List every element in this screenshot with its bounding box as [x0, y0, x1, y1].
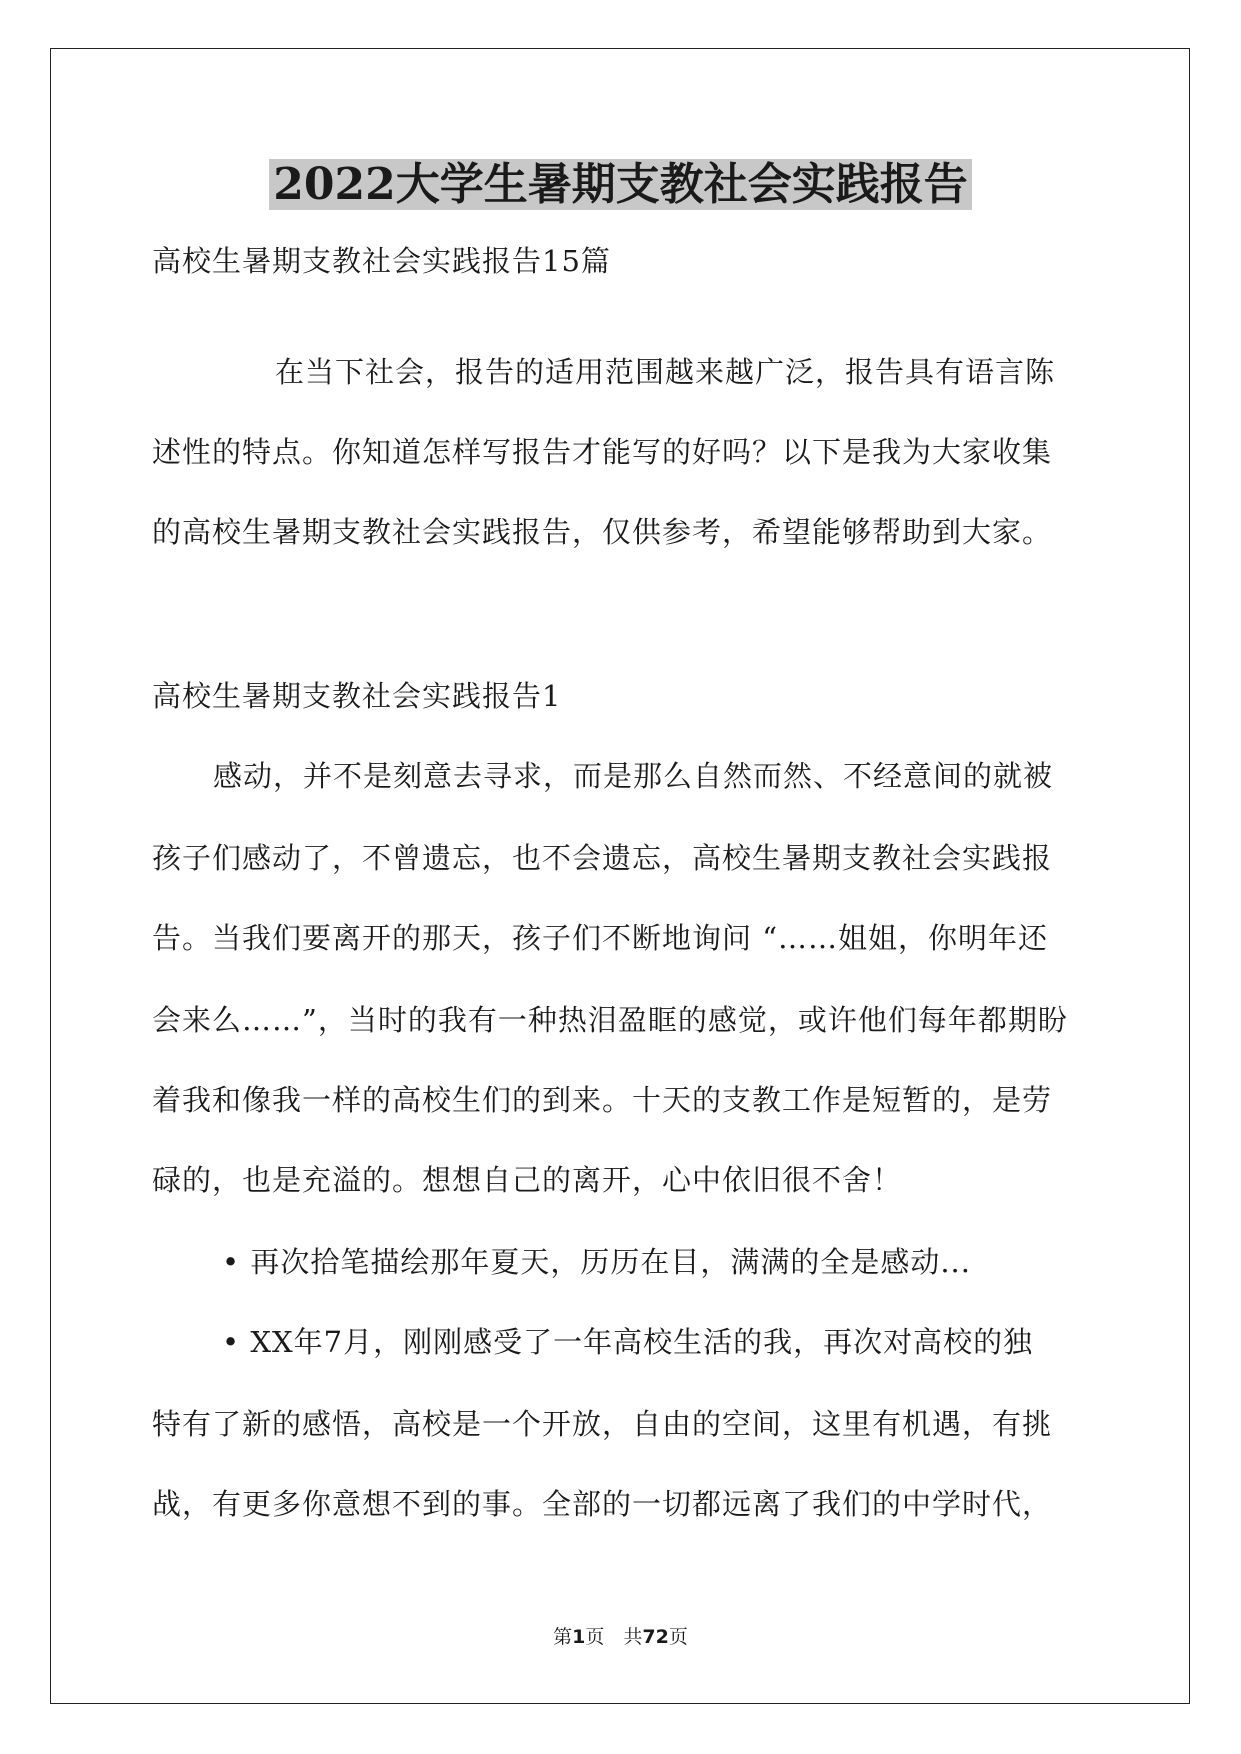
- continuation-line-2: 战，有更多你意想不到的事。全部的一切都远离了我们的中学时代，: [152, 1487, 1053, 1521]
- document-subtitle: 高校生暑期支教社会实践报告15篇: [152, 244, 611, 278]
- footer-prefix: 第: [553, 1626, 573, 1648]
- body-line-4: 会来么……”，当时的我有一种热泪盈眶的感觉，或许他们每年都期盼: [152, 1003, 1068, 1037]
- body-line-2: 孩子们感动了，不曾遗忘，也不会遗忘，高校生暑期支教社会实践报: [152, 841, 1053, 875]
- bullet-line-2: • XX年7月，刚刚感受了一年高校生活的我，再次对高校的独: [222, 1325, 1034, 1359]
- continuation-line-1: 特有了新的感悟，高校是一个开放，自由的空间，这里有机遇，有挑: [152, 1407, 1053, 1441]
- body-line-1: 感动，并不是刻意去寻求，而是那么自然而然、不经意间的就被: [213, 759, 1054, 793]
- footer-suffix: 页: [668, 1626, 688, 1648]
- document-title: [0, 157, 1241, 213]
- body-line-3: 告。当我们要离开的那天，孩子们不断地询问 “……姐姐，你明年还: [152, 921, 1049, 955]
- section-heading: 高校生暑期支教社会实践报告1: [152, 679, 562, 713]
- footer-page-number: 1: [572, 1626, 586, 1648]
- intro-line-2: 述性的特点。你知道怎样写报告才能写的好吗？以下是我为大家收集: [152, 435, 1053, 469]
- bullet-line-1: • 再次拾笔描绘那年夏天，历历在目，满满的全是感动...: [222, 1245, 971, 1279]
- footer-total-pages: 72: [642, 1626, 669, 1648]
- intro-line-1: 在当下社会，报告的适用范围越来越广泛，报告具有语言陈: [275, 355, 1056, 389]
- body-line-6: 碌的，也是充溢的。想想自己的离开，心中依旧很不舍！: [152, 1163, 903, 1197]
- document-title-text: 2022大学生暑期支教社会实践报告: [269, 159, 971, 210]
- footer-middle: 页 共: [585, 1626, 643, 1648]
- page-footer: [0, 1624, 1241, 1650]
- intro-line-3: 的高校生暑期支教社会实践报告，仅供参考，希望能够帮助到大家。: [152, 515, 1053, 549]
- body-line-5: 着我和像我一样的高校生们的到来。十天的支教工作是短暂的，是劳: [152, 1083, 1053, 1117]
